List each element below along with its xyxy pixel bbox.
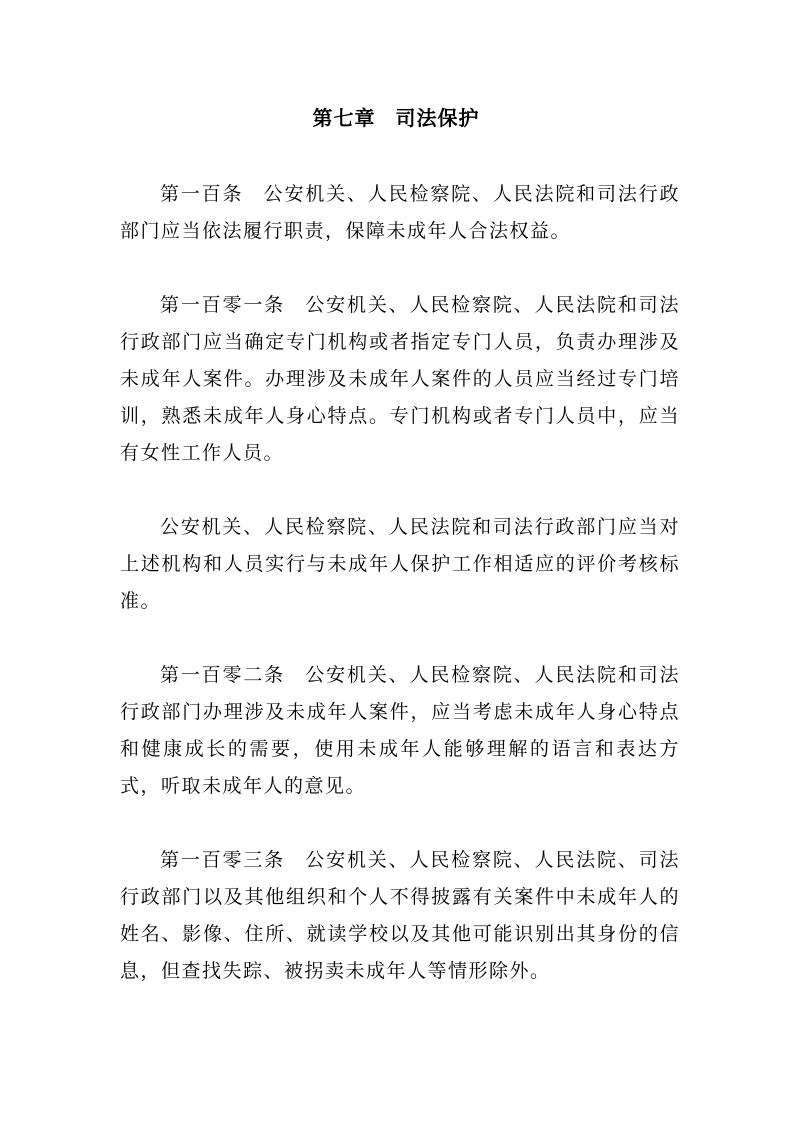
article-number: 第一百条: [160, 183, 244, 205]
article-number: 第一百零一条: [160, 294, 285, 316]
article-102-paragraph: [120, 657, 680, 805]
article-100-paragraph: [120, 176, 680, 250]
article-number: 第一百零二条: [160, 664, 285, 686]
article-text: 公安机关、人民检察院、人民法院、司法行政部门以及其他组织和个人不得披露有关案件中未成年人的姓名、影像、住所、就读学校以及其他可能识别出其身份的信息，但查找失踪、被拐卖未成年人等情形除外。: [120, 849, 680, 982]
document-body: [120, 176, 680, 1027]
chapter-number: 第七章: [312, 106, 376, 130]
article-101-paragraph: [120, 287, 680, 472]
article-text: 公安机关、人民检察院、人民法院和司法行政部门应当对上述机构和人员实行与未成年人保护工作相适应的评价考核标准。: [120, 516, 680, 612]
article-101-continuation-paragraph: [120, 509, 680, 620]
chapter-title: [0, 104, 792, 132]
article-text: 公安机关、人民检察院、人民法院和司法行政部门应当确定专门机构或者指定专门人员，负责办理涉及未成年人案件。办理涉及未成年人案件的人员应当经过专门培训，熟悉未成年人身心特点。专门机构或者专门人员中，应当有女性工作人员。: [120, 294, 680, 464]
article-text: 公安机关、人民检察院、人民法院和司法行政部门办理涉及未成年人案件，应当考虑未成年人身心特点和健康成长的需要，使用未成年人能够理解的语言和表达方式，听取未成年人的意见。: [120, 664, 680, 797]
article-103-paragraph: [120, 842, 680, 990]
article-number: 第一百零三条: [160, 849, 285, 871]
article-text: 公安机关、人民检察院、人民法院和司法行政部门应当依法履行职责，保障未成年人合法权益。: [120, 183, 680, 242]
chapter-name: 司法保护: [395, 106, 480, 130]
